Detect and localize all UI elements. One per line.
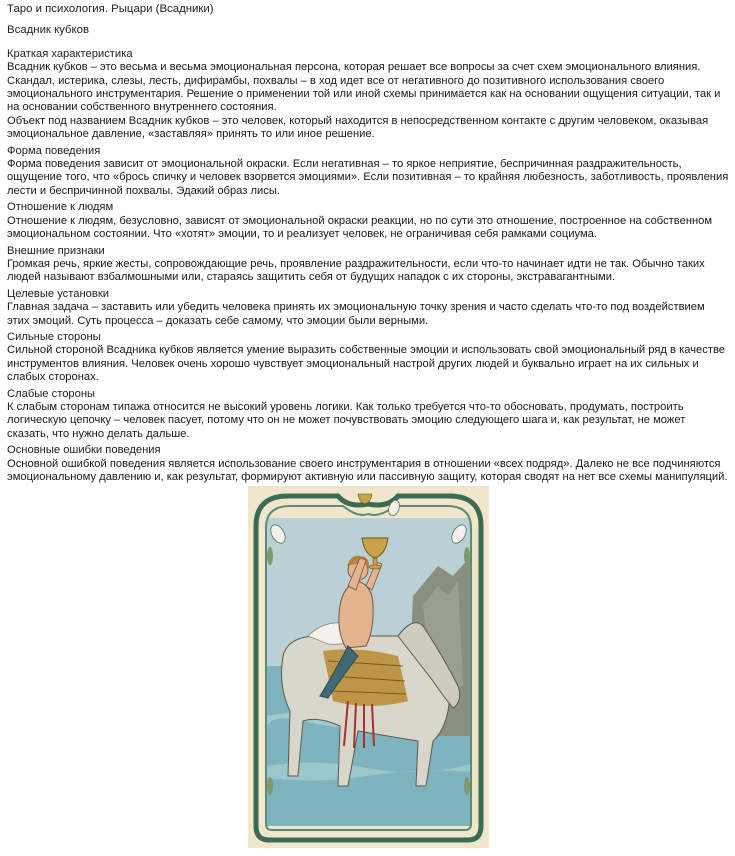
section-paragraph: Форма поведения зависит от эмоциональной окраски. Если негативная – то яркое неприятие, беспричинная раздражительность, ощущение того, что «брось спичку и человек взорвется эмоциями». Если позитивная – то крайняя любезность, заботливость, проявления лести и беспричинной похвалы. Эдакий образ лисы. [7,158,729,197]
section-paragraph: Объект под названием Всадник кубков – это человек, который находится в непосредственном контакте с другим человеком, оказывая эмоциональное давление, «заставляя» принять то или иное решение. [7,114,709,141]
section-paragraph: Всадник кубков – это весьма и весьма эмоциональная персона, которая решает все вопросы за счет схем эмоционального влияния. Скандал, истерика, слезы, лесть, дифирамбы, похвалы – в ход идет все от негативного до позитивного использования своего эмоционального инструментария. Решение о применении той или иной схемы принимается как на основании ощущения ситуации, так и на основании собственного внутреннего состояния. [7,61,721,114]
sections-container [7,48,729,485]
section [7,201,729,241]
section-heading: Целевые установки [7,287,109,300]
document-title: Таро и психология. Рыцари (Всадники) [7,3,214,15]
section-heading: Краткая характеристика [7,47,133,60]
knight-of-cups-card-illustration [248,486,489,848]
section-paragraph: Громкая речь, яркие жесты, сопровождающие речь, проявление раздражительности, если что-то начинает идти не так. Обычно таких людей называют взбалмошными или, стараясь защитить себя от будущих нападок с их стороны, экстравагантными. [7,257,705,284]
section [7,145,729,199]
section-heading: Основные ошибки поведения [7,444,161,457]
section-heading: Форма поведения [7,144,101,157]
section-paragraph: Главная задача – заставить или убедить человека принять их эмоциональную точку зрения и часто сделать что-то под воздействием этих эмоций. Суть процесса – доказать себе самому, что эмоции были верными. [7,301,705,327]
section-heading: Отношение к людям [7,201,114,214]
main-heading: Всадник кубков [7,24,90,37]
section-heading: Внешние признаки [7,244,105,257]
section-paragraph: Сильной стороной Всадника кубков является умение выразить собственные эмоции и использовать свой эмоциональный ряд в качестве инструментов влияния. Человек очень хорошо чувствует эмоциональный настрой других людей и буквально играет на их сильных и слабых сторонах. [7,344,726,384]
section [7,245,729,285]
section [7,331,729,385]
section-heading: Слабые стороны [7,387,96,400]
section [7,48,729,142]
section [7,388,729,442]
section [7,288,729,328]
section-heading: Сильные стороны [7,330,101,343]
section-paragraph: К слабым сторонам типажа относится не высокий уровень логики. Как только требуется что-то обосновать, продумать, построить логическую цепочку – человек пасует, потому что он не может почувствовать эмоцию следующего шага и, как результат, не может сказать, что нужно делать дальше. [7,400,686,440]
section [7,444,729,484]
section-paragraph: Отношение к людям, безусловно, зависят от эмоциональной окраски реакции, но по сути это отношение, построенное на собственном эмоциональном состоянии. Что «хотят» эмоции, то и реализует человек, не ограничивая себя рамками социума. [7,214,713,241]
section-paragraph: Основной ошибкой поведения является использование своего инструментария в отношении «всех подряд». Далеко не все подчиняются эмоциональному давлению и, как результат, формируют активную или пассивную защиту, которая сводят на нет все схемы манипуляций. [7,457,728,483]
tarot-card-image [248,486,489,848]
